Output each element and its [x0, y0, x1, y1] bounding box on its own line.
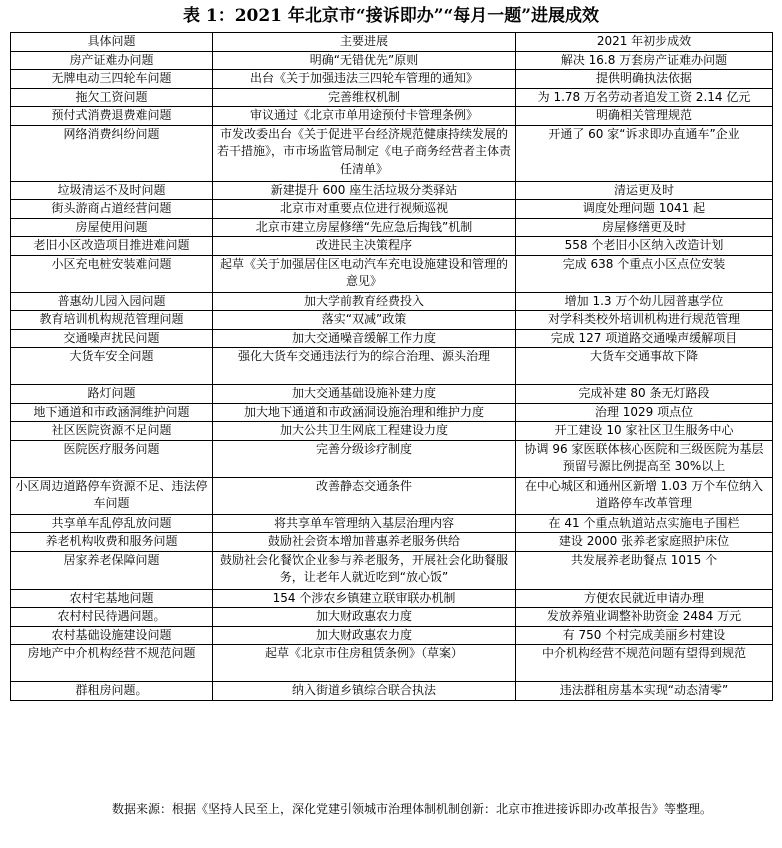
cell-issue: 共享单车乱停乱放问题: [11, 514, 213, 533]
cell-progress: 起草《北京市住房租赁条例》（草案）: [213, 645, 516, 682]
cell-progress: 落实“双减”政策: [213, 311, 516, 330]
table-row: [11, 200, 773, 219]
header-issue: 具体问题: [11, 33, 213, 52]
cell-issue: 路灯问题: [11, 385, 213, 404]
cell-issue: 街头游商占道经营问题: [11, 200, 213, 219]
cell-issue: 垃圾清运不及时问题: [11, 181, 213, 200]
cell-progress: 起草《关于加强居住区电动汽车充电设施建设和管理的意见》: [213, 255, 516, 292]
cell-progress: 加大财政惠农力度: [213, 608, 516, 627]
table-row: [11, 181, 773, 200]
cell-result: 558 个老旧小区纳入改造计划: [516, 237, 773, 256]
table-header-row: [11, 33, 773, 52]
cell-result: 发放养殖业调整补助资金 2484 万元: [516, 608, 773, 627]
cell-issue: 大货车安全问题: [11, 348, 213, 385]
cell-progress: 鼓励社会化餐饮企业参与养老服务，开展社会化助餐服务，让老年人就近吃到“放心饭”: [213, 551, 516, 589]
table-row: [11, 218, 773, 237]
cell-progress: 加大学前教育经费投入: [213, 292, 516, 311]
cell-result: 共发展养老助餐点 1015 个: [516, 551, 773, 589]
table-row: [11, 385, 773, 404]
cell-progress: 加大交通噪音缓解工作力度: [213, 329, 516, 348]
cell-progress: 新建提升 600 座生活垃圾分类驿站: [213, 181, 516, 200]
table-row: [11, 88, 773, 107]
cell-progress: 北京市建立房屋修缮“先应急后掏钱”机制: [213, 218, 516, 237]
table-row: [11, 477, 773, 514]
table-row: [11, 440, 773, 477]
cell-issue: 房产证难办问题: [11, 51, 213, 70]
cell-result: 有 750 个村完成美丽乡村建设: [516, 626, 773, 645]
cell-issue: 网络消费纠纷问题: [11, 125, 213, 181]
cell-result: 完成 638 个重点小区点位安装: [516, 255, 773, 292]
table-title: 表 1：2021 年北京市“接诉即办”“每月一题”进展成效: [182, 6, 600, 26]
cell-result: 违法群租房基本实现“动态清零”: [516, 682, 773, 701]
cell-issue: 预付式消费退费难问题: [11, 107, 213, 126]
cell-issue: 小区周边道路停车资源不足、违法停车问题: [11, 477, 213, 514]
cell-progress: 改进民主决策程序: [213, 237, 516, 256]
cell-issue: 交通噪声扰民问题: [11, 329, 213, 348]
table-row: [11, 533, 773, 552]
cell-result: 在 41 个重点轨道站点实施电子围栏: [516, 514, 773, 533]
table-row: [11, 51, 773, 70]
table-row: [11, 403, 773, 422]
cell-issue: 房屋使用问题: [11, 218, 213, 237]
cell-result: 治理 1029 项点位: [516, 403, 773, 422]
cell-result: 明确相关管理规范: [516, 107, 773, 126]
cell-progress: 纳入街道乡镇综合联合执法: [213, 682, 516, 701]
cell-progress: 加大交通基础设施补建力度: [213, 385, 516, 404]
cell-progress: 完善维权机制: [213, 88, 516, 107]
table-row: [11, 551, 773, 589]
header-progress: 主要进展: [213, 33, 516, 52]
cell-issue: 房地产中介机构经营不规范问题: [11, 645, 213, 682]
table-row: [11, 589, 773, 608]
cell-result: 清运更及时: [516, 181, 773, 200]
cell-issue: 养老机构收费和服务问题: [11, 533, 213, 552]
cell-result: 房屋修缮更及时: [516, 218, 773, 237]
cell-issue: 农村村民待遇问题。: [11, 608, 213, 627]
cell-progress: 154 个涉农乡镇建立联审联办机制: [213, 589, 516, 608]
cell-result: 解决 16.8 万套房产证难办问题: [516, 51, 773, 70]
table-row: [11, 626, 773, 645]
source-note: 数据来源：根据《坚持人民至上，深化党建引领城市治理体制机制创新：北京市推进接诉即办改革报告》等整理。: [112, 802, 713, 816]
cell-progress: 加大地下通道和市政涵洞设施治理和维护力度: [213, 403, 516, 422]
cell-issue: 老旧小区改造项目推进难问题: [11, 237, 213, 256]
cell-progress: 明确“无错优先”原则: [213, 51, 516, 70]
cell-progress: 完善分级诊疗制度: [213, 440, 516, 477]
cell-result: 完成补建 80 条无灯路段: [516, 385, 773, 404]
cell-issue: 农村宅基地问题: [11, 589, 213, 608]
cell-progress: 加大财政惠农力度: [213, 626, 516, 645]
cell-result: 完成 127 项道路交通噪声缓解项目: [516, 329, 773, 348]
table-row: [11, 70, 773, 89]
cell-result: 协调 96 家医联体核心医院和三级医院为基层预留号源比例提高至 30%以上: [516, 440, 773, 477]
cell-issue: 医院医疗服务问题: [11, 440, 213, 477]
cell-result: 提供明确执法依据: [516, 70, 773, 89]
cell-progress: 改善静态交通条件: [213, 477, 516, 514]
table-row: [11, 255, 773, 292]
cell-issue: 社区医院资源不足问题: [11, 422, 213, 441]
cell-issue: 普惠幼儿园入园问题: [11, 292, 213, 311]
table-row: [11, 292, 773, 311]
cell-progress: 强化大货车交通违法行为的综合治理、源头治理: [213, 348, 516, 385]
cell-issue: 小区充电桩安装难问题: [11, 255, 213, 292]
table-row: [11, 311, 773, 330]
table-row: [11, 348, 773, 385]
table-row: [11, 329, 773, 348]
cell-result: 增加 1.3 万个幼儿园普惠学位: [516, 292, 773, 311]
cell-issue: 地下通道和市政涵洞维护问题: [11, 403, 213, 422]
cell-issue: 教育培训机构规范管理问题: [11, 311, 213, 330]
cell-result: 对学科类校外培训机构进行规范管理: [516, 311, 773, 330]
cell-result: 方便农民就近申请办理: [516, 589, 773, 608]
cell-result: 调度处理问题 1041 起: [516, 200, 773, 219]
cell-result: 为 1.78 万名劳动者追发工资 2.14 亿元: [516, 88, 773, 107]
cell-progress: 审议通过《北京市单用途预付卡管理条例》: [213, 107, 516, 126]
table-row: [11, 422, 773, 441]
cell-progress: 北京市对重要点位进行视频巡视: [213, 200, 516, 219]
cell-result: 建设 2000 张养老家庭照护床位: [516, 533, 773, 552]
table-row: [11, 682, 773, 701]
cell-result: 中介机构经营不规范问题有望得到规范: [516, 645, 773, 682]
cell-issue: 群租房问题。: [11, 682, 213, 701]
cell-progress: 加大公共卫生网底工程建设力度: [213, 422, 516, 441]
cell-issue: 农村基础设施建设问题: [11, 626, 213, 645]
cell-progress: 市发改委出台《关于促进平台经济规范健康持续发展的若干措施》，市市场监管局制定《电子商务经营者主体责任清单》: [213, 125, 516, 181]
cell-progress: 出台《关于加强违法三四轮车管理的通知》: [213, 70, 516, 89]
cell-progress: 鼓励社会资本增加普惠养老服务供给: [213, 533, 516, 552]
cell-issue: 无牌电动三四轮车问题: [11, 70, 213, 89]
cell-progress: 将共享单车管理纳入基层治理内容: [213, 514, 516, 533]
table-row: [11, 514, 773, 533]
table-row: [11, 237, 773, 256]
table-row: [11, 608, 773, 627]
cell-result: 开通了 60 家“诉求即办直通车”企业: [516, 125, 773, 181]
cell-result: 大货车交通事故下降: [516, 348, 773, 385]
cell-issue: 居家养老保障问题: [11, 551, 213, 589]
header-result: 2021 年初步成效: [516, 33, 773, 52]
table-row: [11, 107, 773, 126]
cell-result: 在中心城区和通州区新增 1.03 万个车位纳入道路停车改革管理: [516, 477, 773, 514]
table-row: [11, 125, 773, 181]
progress-table: [10, 32, 773, 701]
cell-result: 开工建设 10 家社区卫生服务中心: [516, 422, 773, 441]
cell-issue: 拖欠工资问题: [11, 88, 213, 107]
table-row: [11, 645, 773, 682]
